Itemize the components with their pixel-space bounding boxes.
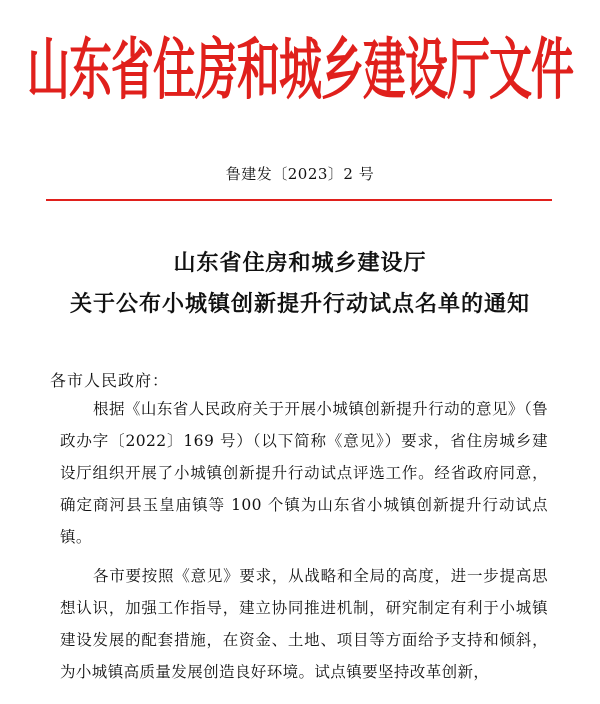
body-paragraph-1: 根据《山东省人民政府关于开展小城镇创新提升行动的意见》（鲁政办字〔2022〕169 号）（以下简称《意见》）要求，省住房城乡建设厅组织开展了小城镇创新提升行动试点评选工作。经省政府同意，确定商河县玉皇庙镇等 100 个镇为山东省小城镇创新提升行动试点镇。 xyxy=(60,400,548,546)
document-masthead: 山东省住房和城乡建设厅文件 xyxy=(27,31,573,110)
notice-title-subject: 关于公布小城镇创新提升行动试点名单的通知 xyxy=(69,292,530,317)
red-divider-line xyxy=(46,199,552,201)
document-number: 鲁建发〔2023〕2 号 xyxy=(225,165,375,183)
notice-title-issuer: 山东省住房和城乡建设厅 xyxy=(173,251,427,276)
salutation: 各市人民政府： xyxy=(50,371,170,390)
body-paragraph-2: 各市要按照《意见》要求，从战略和全局的高度，进一步提高思想认识，加强工作指导，建立协同推进机制，研究制定有利于小城镇建设发展的配套措施，在资金、土地、项目等方面给予支持和倾斜，为小城镇高质量发展创造良好环境。试点镇要坚持改革创新， xyxy=(60,567,548,681)
